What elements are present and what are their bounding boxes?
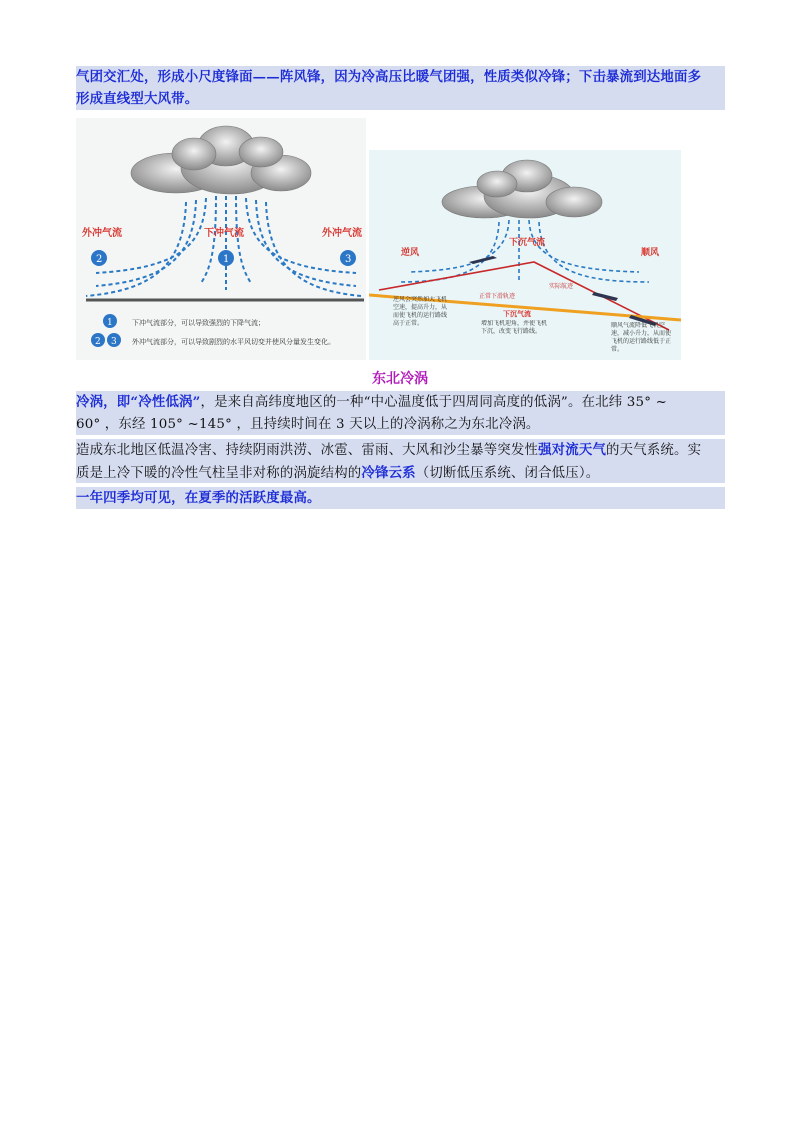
legend-line-1: 下冲气流部分，可以导致强烈的下降气流； [132, 319, 265, 327]
wind-shear-diagram [369, 150, 681, 360]
outflow-left-label: 外冲气流 [82, 228, 122, 239]
intro-line-2: 形成直线型大风带。 [76, 91, 199, 107]
normal-path-label: 正常下滑轨迹 [479, 293, 516, 300]
svg-text:3: 3 [111, 337, 117, 347]
para1 [76, 391, 726, 436]
downdraft-note: 增加飞机迎角，并使飞机下沉，改变飞行路线。 [481, 320, 547, 335]
strong-convection-term: 强对流天气 [538, 442, 607, 458]
para2-line-2: 质是上冷下暖的冷性气柱呈非对称的涡旋结构的冷锋云系（切断低压系统、闭合低压）。 [76, 465, 600, 481]
tailwind-label: 顺风 [641, 248, 660, 258]
marker-3-text: 3 [345, 254, 352, 265]
downdraft-note-title: 下沉气流 [503, 310, 531, 318]
legend-line-2: 外冲气流部分，可以导致剧烈的水平风切变并使风分量发生变化。 [132, 338, 335, 346]
para2 [76, 439, 726, 485]
tailwind-note: 顺风气流降低飞机空速，减小升力，从而使飞机的运行路线低于正常。 [611, 322, 672, 353]
cold-front-cloud-term: 冷锋云系 [361, 465, 416, 481]
svg-text:1: 1 [107, 318, 113, 328]
outflow-right-label: 外冲气流 [322, 228, 362, 239]
para3-line: 一年四季均可见，在夏季的活跃度最高。 [76, 490, 321, 506]
para1-line-2: 60° ，东经 105° ~145° ，且持续时间在 3 天以上的冷涡称之为东北冷涡。 [76, 417, 540, 432]
downdraft-label: 下冲气流 [204, 228, 244, 239]
section-title: 东北冷涡 [372, 371, 428, 387]
para2-line-1: 造成东北地区低温冷害、持续阴雨洪涝、冰雹、雷雨、大风和沙尘暴等突发性强对流天气的天气系统。实 [76, 442, 702, 458]
marker-1-text: 1 [223, 254, 230, 265]
para3 [76, 487, 726, 509]
actual-path-label: 实际航迹 [549, 283, 574, 290]
svg-text:2: 2 [95, 337, 101, 347]
para1-line-1: 冷涡，即“冷性低涡”，是来自高纬度地区的一种“中心温度低于四周同高度的低涡”。在北纬 35° ~ [76, 394, 668, 410]
downburst-diagram [76, 118, 366, 360]
intro-paragraph [76, 66, 726, 110]
marker-2-text: 2 [96, 254, 103, 265]
downdraft-label: 下沉气流 [509, 238, 546, 248]
para1-lead: 冷涡，即“冷性低涡” [76, 394, 201, 410]
intro-line-1: 气团交汇处，形成小尺度锋面——阵风锋，因为冷高压比暖气团强，性质类似冷锋；下击暴流到达地面多 [76, 69, 702, 85]
headwind-note: 逆风会突然加大飞机空速，提高升力，从而使飞机的运行路线高于正常。 [393, 296, 448, 327]
headwind-label: 逆风 [401, 248, 420, 258]
